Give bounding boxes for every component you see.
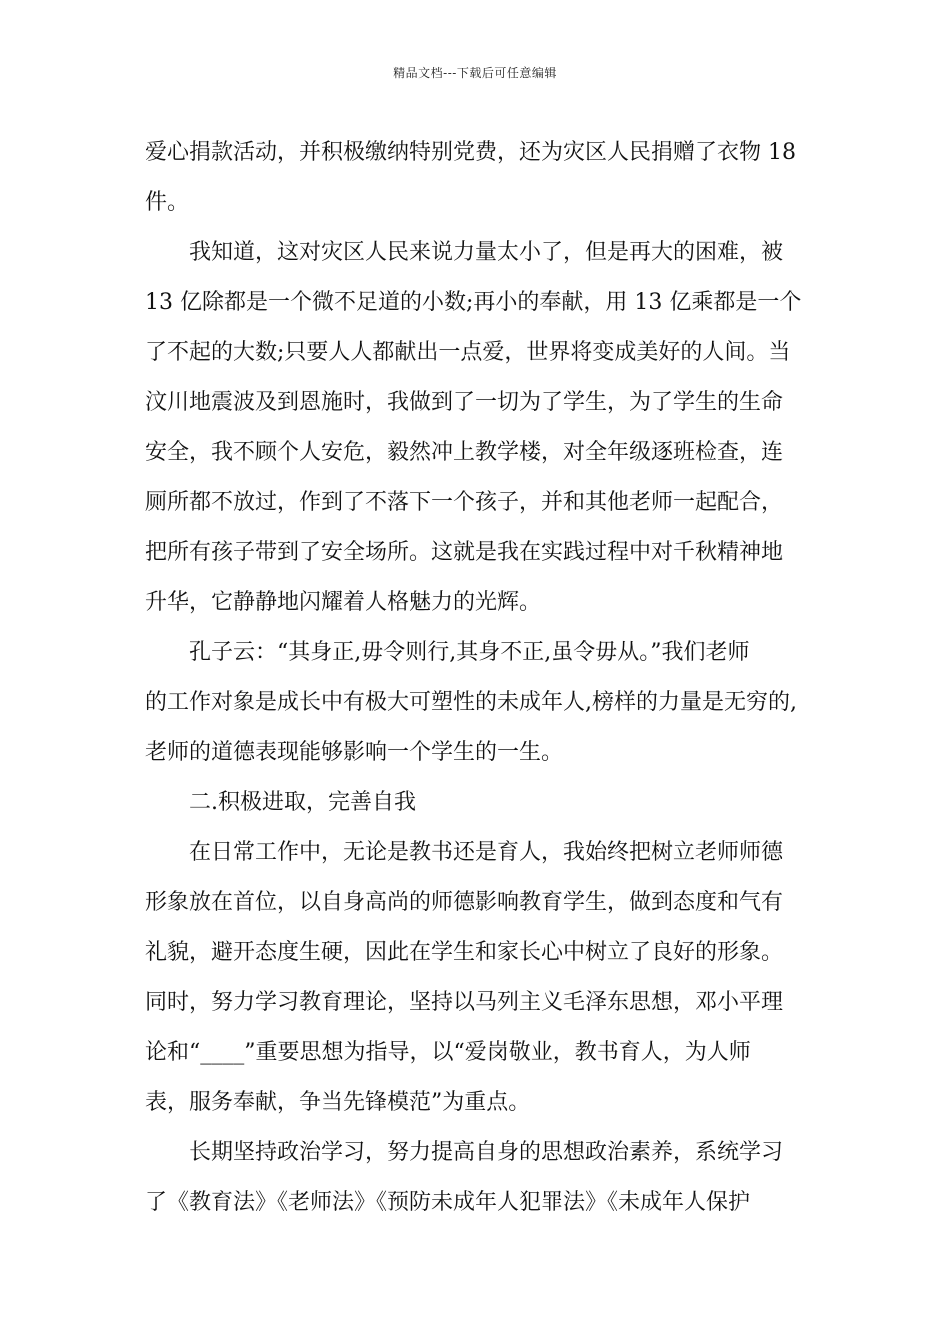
text-line: 二.积极进取，完善自我	[189, 790, 416, 815]
text-line: 礼貌，避开态度生硬，因此在学生和家长心中树立了良好的形象。	[145, 940, 784, 965]
text-line: 了《教育法》《老师法》《预防未成年人犯罪法》《未成年人保护	[145, 1190, 751, 1215]
text-line: 的工作对象是成长中有极大可塑性的未成年人,榜样的力量是无穷的,	[145, 690, 797, 715]
document-body	[145, 128, 810, 1228]
text-line: 老师的道德表现能够影响一个学生的一生。	[145, 740, 564, 765]
text-line: 表，服务奉献，争当先锋模范”为重点。	[145, 1090, 531, 1115]
text-line: 升华，它静静地闪耀着人格魅力的光辉。	[145, 590, 542, 615]
text-line: 同时，努力学习教育理论，坚持以马列主义毛泽东思想，邓小平理	[145, 990, 784, 1015]
text-line: 13 亿除都是一个微不足道的小数;再小的奉献，用 13 亿乘都是一个	[145, 290, 802, 315]
text-line: 安全，我不顾个人安危，毅然冲上教学楼，对全年级逐班检查，连	[145, 440, 784, 465]
text-line: 在日常工作中，无论是教书还是育人，我始终把树立老师师德	[189, 840, 784, 865]
text-line: 爱心捐款活动，并积极缴纳特别党费，还为灾区人民捐赠了衣物 18	[145, 140, 796, 165]
text-line: 论和“____”重要思想为指导，以“爱岗敬业，教书育人，为人师	[145, 1040, 751, 1065]
text-line: 厕所都不放过，作到了不落下一个孩子，并和其他老师一起配合，	[145, 490, 784, 515]
text-line: 孔子云：“其身正,毋令则行,其身不正,虽令毋从。”我们老师	[189, 640, 750, 665]
text-line: 汶川地震波及到恩施时，我做到了一切为了学生，为了学生的生命	[145, 390, 784, 415]
text-line: 了不起的大数;只要人人都献出一点爱，世界将变成美好的人间。当	[145, 340, 791, 365]
text-line: 形象放在首位，以自身高尚的师德影响教育学生，做到态度和气有	[145, 890, 784, 915]
page-header: 精品文档---下载后可任意编辑	[393, 66, 557, 80]
text-line: 把所有孩子带到了安全场所。这就是我在实践过程中对千秋精神地	[145, 540, 784, 565]
text-line: 我知道，这对灾区人民来说力量太小了，但是再大的困难，被	[189, 240, 784, 265]
text-line: 长期坚持政治学习，努力提高自身的思想政治素养，系统学习	[189, 1140, 784, 1165]
text-line: 件。	[145, 190, 190, 215]
